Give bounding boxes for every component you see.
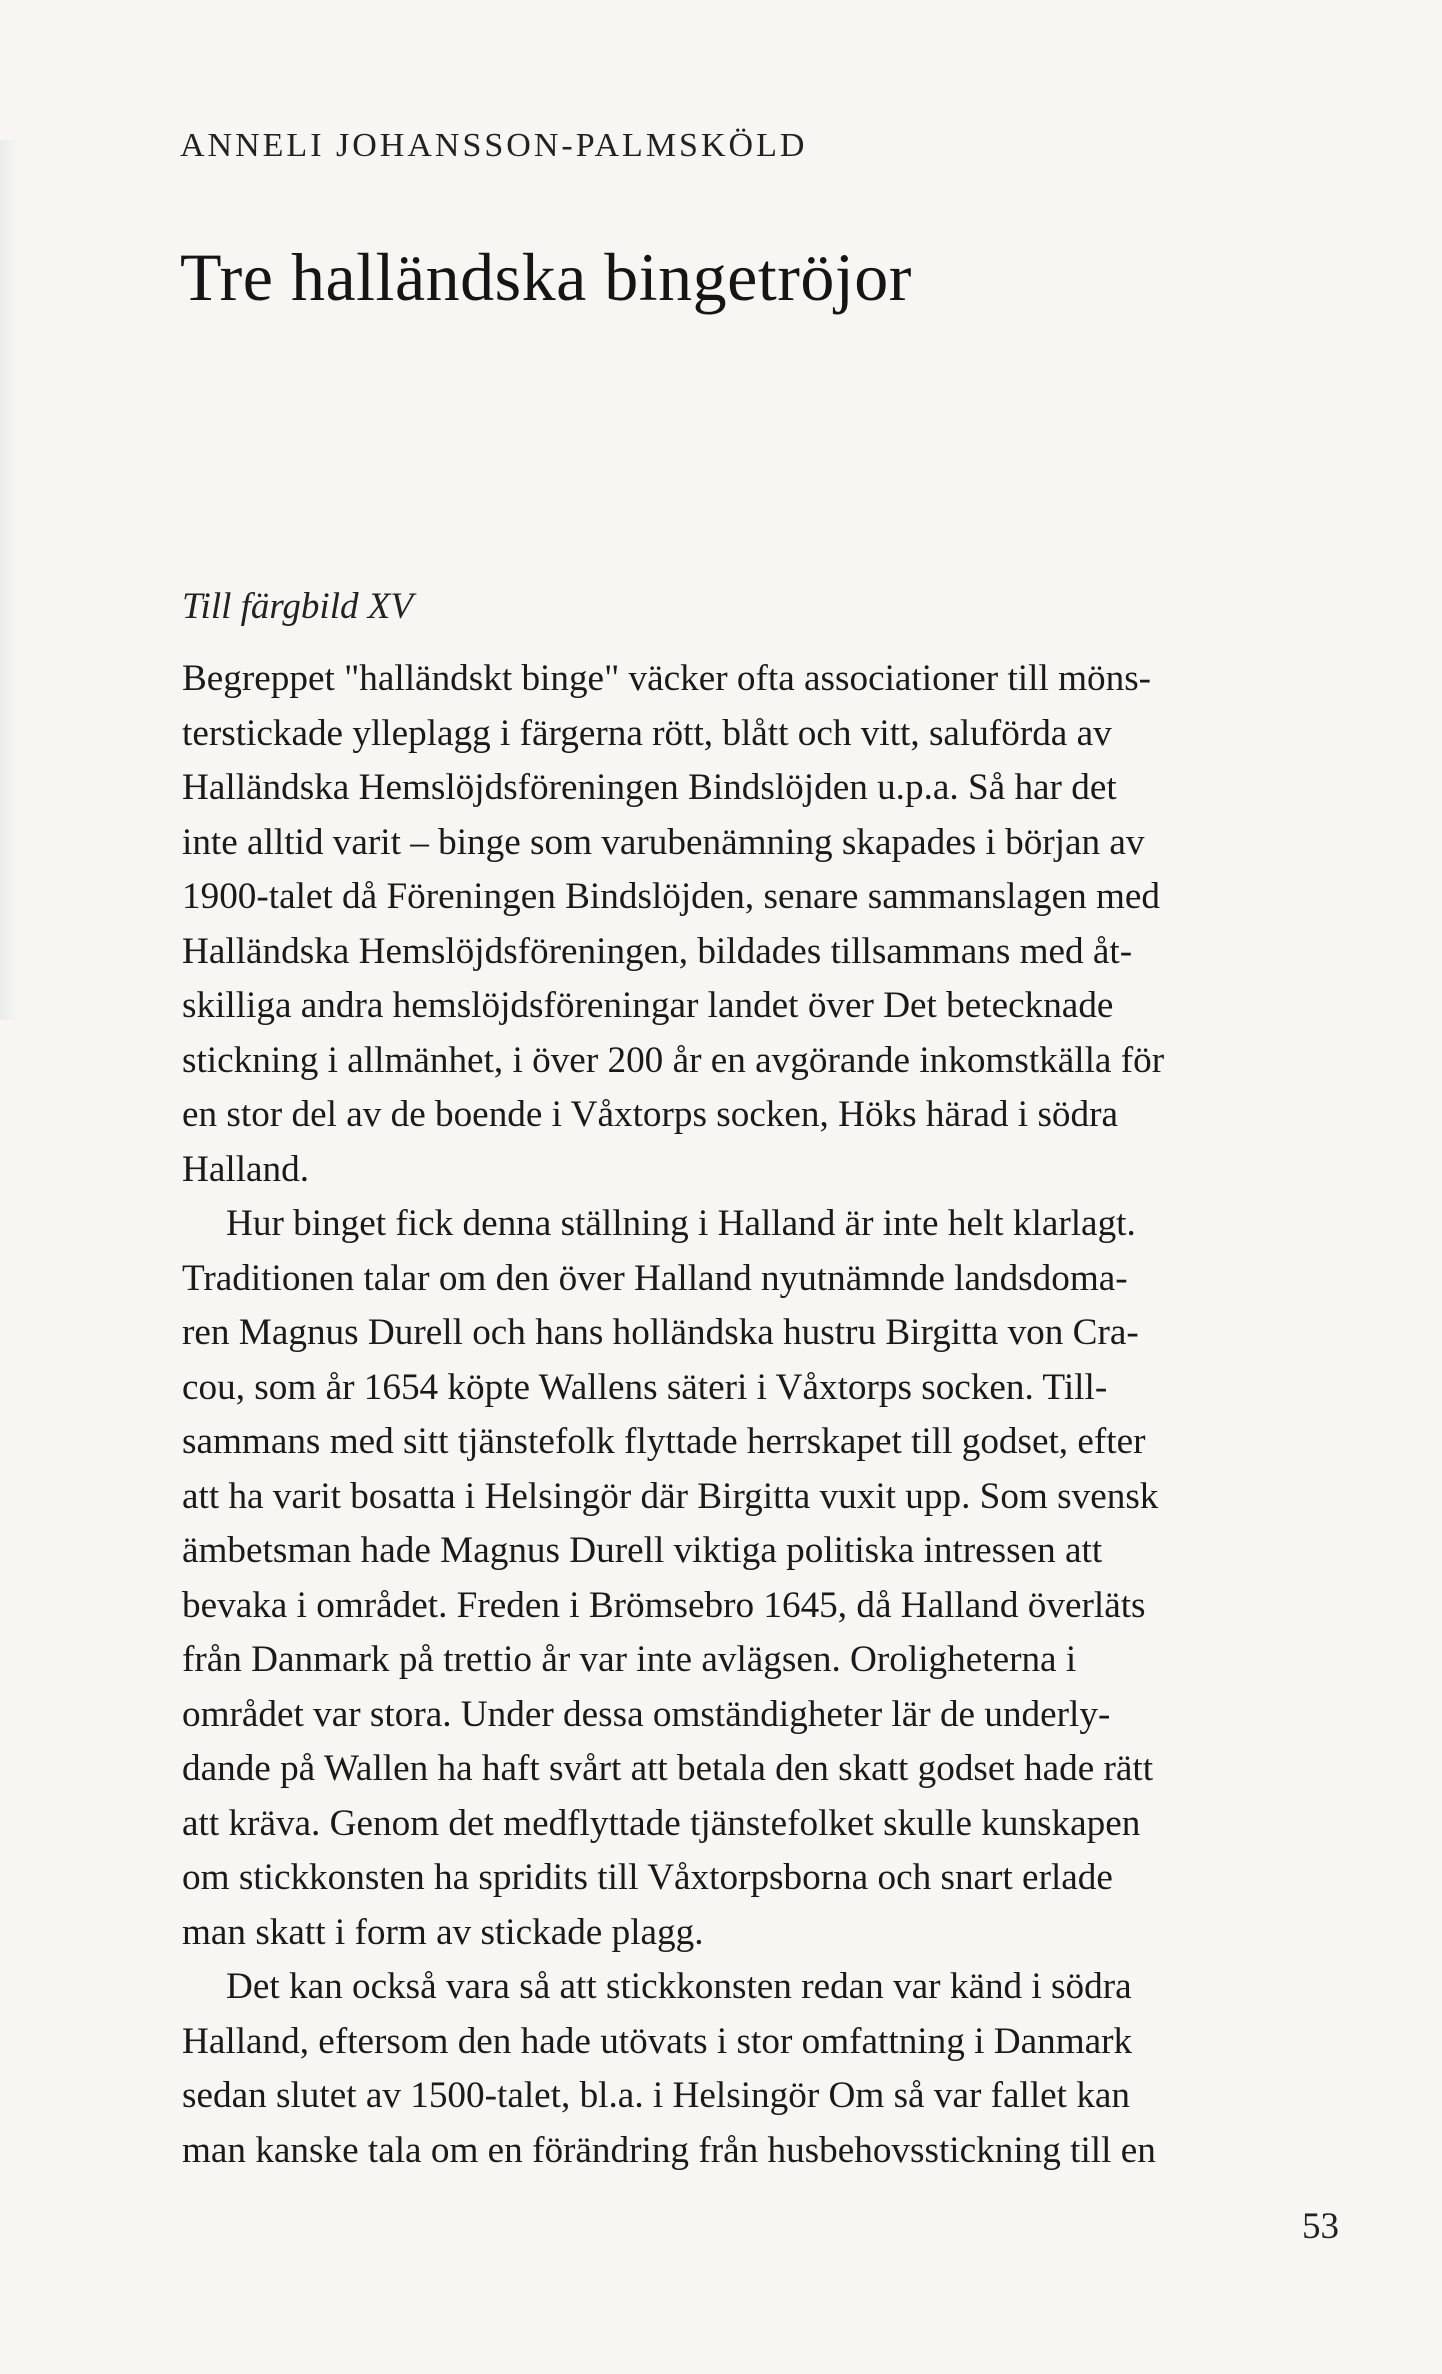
text-line: Begreppet "halländskt binge" väcker ofta associationer till möns- (182, 658, 1152, 699)
text-line: stickning i allmänhet, i över 200 år en avgörande inkomstkälla för (182, 1039, 1165, 1081)
text-line: Halland, eftersom den hade utövats i stor omfattning i Danmark (182, 2020, 1133, 2062)
text-line: terstickade ylleplagg i färgerna rött, blått och vitt, saluförda av (182, 712, 1112, 754)
text-line: sammans med sitt tjänstefolk flyttade herrskapet till godset, efter (182, 1421, 1146, 1462)
page-number: 53 (1302, 2206, 1339, 2247)
text-line: ämbetsman hade Magnus Durell viktiga politiska intressen att (182, 1530, 1103, 1571)
text-line: att ha varit bosatta i Helsingör där Birgitta vuxit upp. Som svensk (182, 1475, 1159, 1517)
text-line: Traditionen talar om den över Halland nyutnämnde landsdoma- (182, 1257, 1128, 1299)
text-line: man kanske tala om en förändring från husbehovsstickning till en (182, 2129, 1156, 2171)
text-line: Halländska Hemslöjdsföreningen Bindslöjden u.p.a. Så har det (182, 767, 1117, 808)
text-line: om stickkonsten ha spridits till Våxtorpsborna och snart erlade (182, 1857, 1113, 1898)
text-line: Hur binget fick denna ställning i Halland är inte helt klarlagt. (226, 1203, 1136, 1244)
text-line: en stor del av de boende i Våxtorps socken, Höks härad i södra (182, 1094, 1118, 1135)
text-line: man skatt i form av stickade plagg. (182, 1911, 704, 1953)
text-line: 1900-talet då Föreningen Bindslöjden, senare sammanslagen med (182, 876, 1160, 917)
author-name: ANNELI JOHANSSON-PALMSKÖLD (180, 127, 808, 164)
text-line: cou, som år 1654 köpte Wallens säteri i Våxtorps socken. Till- (182, 1366, 1108, 1408)
text-line: sedan slutet av 1500-talet, bl.a. i Helsingör Om så var fallet kan (182, 2075, 1131, 2116)
text-line: inte alltid varit – binge som varubenämning skapades i början av (182, 821, 1145, 863)
text-line: bevaka i området. Freden i Brömsebro 1645, då Halland överläts (182, 1584, 1146, 1626)
chapter-title: Tre halländska bingetröjor (180, 239, 912, 315)
text-line: Det kan också vara så att stickkonsten redan var känd i södra (226, 1966, 1132, 2007)
text-line: ren Magnus Durell och hans holländska hustru Birgitta von Cra- (182, 1312, 1139, 1353)
text-line: skilliga andra hemslöjdsföreningar landet över Det betecknade (182, 985, 1114, 1026)
scan-edge-shadow (0, 140, 18, 1020)
text-line: att kräva. Genom det medflyttade tjänstefolket skulle kunskapen (182, 1802, 1141, 1844)
body-text (182, 652, 1358, 2178)
text-line: Halland. (182, 1148, 310, 1190)
text-line: från Danmark på trettio år var inte avlägsen. Oroligheterna i (182, 1639, 1077, 1680)
text-line: dande på Wallen ha haft svårt att betala den skatt godset hade rätt (182, 1748, 1154, 1789)
text-line: Halländska Hemslöjdsföreningen, bildades tillsammans med åt- (182, 930, 1133, 972)
text-line: området var stora. Under dessa omständigheter lär de underly- (182, 1693, 1111, 1735)
figure-reference: Till färgbild XV (182, 586, 413, 627)
